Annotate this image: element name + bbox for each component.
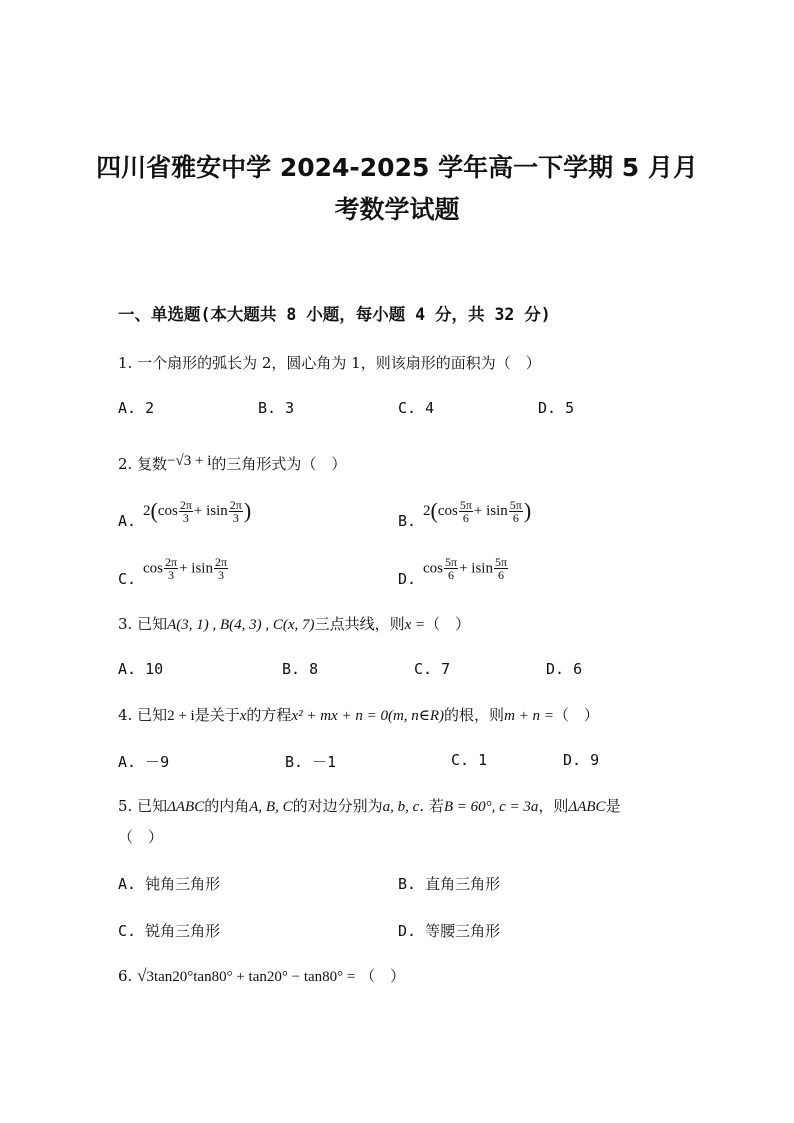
q3-option-c: C. 7 <box>414 660 451 678</box>
q6-expression: 3tan20°tan80° + tan20° − tan80° = <box>146 969 356 985</box>
section-heading: 一、单选题(本大题共 8 小题，每小题 4 分，共 32 分) <box>118 305 551 324</box>
q3-option-d: D. 6 <box>546 660 583 678</box>
q1-option-a: A. 2 <box>118 399 155 417</box>
right-paren: ) <box>523 498 532 523</box>
question-5-stem-line2: （ ） <box>118 828 164 846</box>
fraction: $\frac{5\pi}{6}$ <box>459 497 472 525</box>
q3-points: A(3, 1) , B(4, 3) , C(x, 7) <box>167 617 315 633</box>
q2-option-c: cos $\frac{2\pi}{3}$ + isin $\frac{2\pi}{3}$ <box>143 555 228 582</box>
q3-option-b: B. 8 <box>282 660 319 678</box>
fraction: $\frac{2\pi}{3}$ <box>229 497 242 525</box>
q2-prefix: 2. 复数 <box>118 455 168 473</box>
fraction: $\frac{5\pi}{6}$ <box>445 555 458 582</box>
document-title-line1: 四川省雅安中学 2024-2025 学年高一下学期 5 月月 <box>96 153 698 182</box>
q4-option-c: C. 1 <box>451 751 488 769</box>
q2-option-a: 2(cos $\frac{2\pi}{3}$ + isin $\frac{2\pi}{3}$ ) <box>143 497 252 525</box>
fraction: $\frac{5\pi}{6}$ <box>509 497 522 525</box>
question-3-stem: 3. 已知A(3, 1) , B(4, 3) , C(x, 7)三点共线，则x =（ ） <box>118 615 471 633</box>
q2-option-b-label: B. <box>398 512 417 530</box>
q2-option-a-label: A. <box>118 512 137 530</box>
q2-option-d-label: D. <box>398 570 417 588</box>
q1-option-c: C. 4 <box>398 399 435 417</box>
q4-option-b: B. －1 <box>285 753 337 771</box>
question-4-stem: 4. 已知2 + i是关于x的方程x² + mx + n = 0(m, n∈R)的根，则m + n =（ ） <box>118 706 599 724</box>
q3-option-a: A. 10 <box>118 660 164 678</box>
q2-option-b: 2(cos $\frac{5\pi}{6}$ + isin $\frac{5\pi}{6}$ ) <box>423 497 532 525</box>
q4-option-a: A. －9 <box>118 753 170 771</box>
q1-option-d: D. 5 <box>538 399 575 417</box>
q1-option-b: B. 3 <box>258 399 295 417</box>
fraction: $\frac{5\pi}{6}$ <box>494 555 508 582</box>
right-paren: ) <box>243 498 252 523</box>
left-paren: ( <box>430 498 438 523</box>
q4-option-d: D. 9 <box>563 751 600 769</box>
q5-option-a: A. 钝角三角形 <box>118 875 221 893</box>
question-1-stem: 1. 一个扇形的弧长为 2，圆心角为 1，则该扇形的面积为（ ） <box>118 354 541 372</box>
q5-option-b: B. 直角三角形 <box>398 875 501 893</box>
q5-option-c: C. 锐角三角形 <box>118 922 221 940</box>
fraction: $\frac{2\pi}{3}$ <box>179 497 192 525</box>
q2-complex-number: −√3 + i <box>167 453 212 469</box>
left-paren: ( <box>150 498 158 523</box>
question-6-stem: 6. √3tan20°tan80° + tan20° − tan80° = （ ） <box>118 966 406 985</box>
q4-equation: x² + mx + n = 0(m, n∈R) <box>291 708 445 724</box>
q2-suffix: 的三角形式为（ ） <box>211 455 347 473</box>
document-title-line2: 考数学试题 <box>334 195 460 224</box>
q5-option-d: D. 等腰三角形 <box>398 922 501 940</box>
question-5-stem: 5. 已知ΔABC的内角A, B, C的对边分别为a, b, c. 若B = 60°, c = 3a，则ΔABC是 <box>118 797 621 815</box>
fraction: $\frac{2\pi}{3}$ <box>214 555 228 582</box>
sqrt-icon: √ <box>137 966 147 985</box>
fraction: $\frac{2\pi}{3}$ <box>165 555 178 582</box>
q2-option-d: cos $\frac{5\pi}{6}$ + isin $\frac{5\pi}{6}$ <box>423 555 508 582</box>
question-2-stem <box>118 453 346 474</box>
q2-option-c-label: C. <box>118 570 137 588</box>
